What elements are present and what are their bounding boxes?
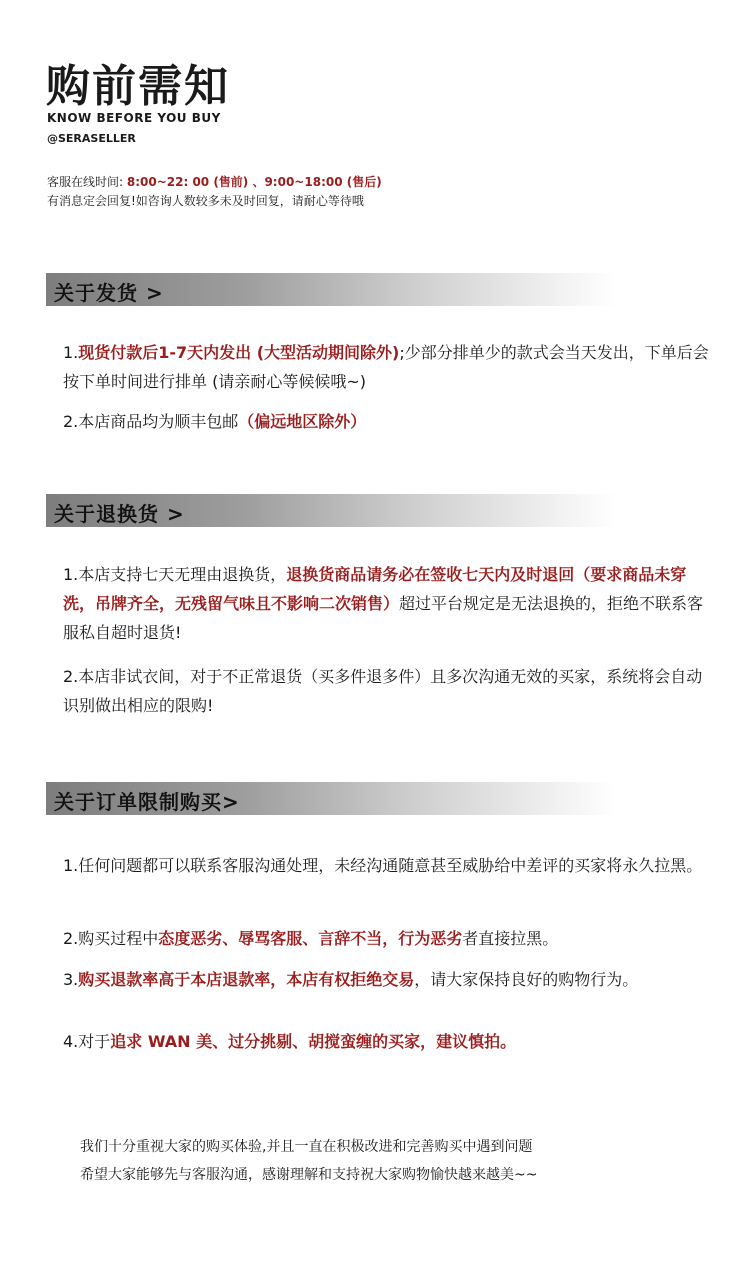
- service-hours: 8:00~22: 00 (售前) 、9:00~18:00 (售后): [126, 175, 382, 189]
- returns-item-1: [63, 560, 713, 647]
- item-highlight: 现货付款后1-7天内发出 (大型活动期间除外): [78, 343, 400, 362]
- item-rest: 超过平台规定是无法退换的，拒绝不联系客服私自超时退货!: [63, 594, 704, 642]
- orders-item-3: [63, 965, 713, 994]
- seller-handle: @SERASELLER: [47, 132, 136, 145]
- service-note: 有消息定会回复!如咨询人数较多未及时回复，请耐心等待哦: [47, 194, 364, 208]
- item-prefix: 4.对于: [63, 1032, 111, 1051]
- footer-line-1: 我们十分重视大家的购买体验,并且一直在积极改进和完善购买中遇到问题: [80, 1139, 533, 1155]
- section-returns-header: [46, 494, 616, 527]
- item-highlight: 退换货商品请务必在签收七天内及时退回（要求商品未穿洗，吊牌齐全，无残留气味且不影响二次销售）: [63, 565, 687, 613]
- shipping-item-2: [63, 407, 713, 436]
- section-shipping-title: 关于发货 >: [54, 281, 164, 305]
- item-prefix: 1.: [63, 343, 79, 362]
- item-highlight: 购买退款率高于本店退款率，本店有权拒绝交易: [78, 970, 415, 989]
- section-orders-title: 关于订单限制购买>: [54, 790, 240, 814]
- item-rest: ，请大家保持良好的购物行为。: [414, 970, 639, 989]
- section-orders-header: [46, 782, 616, 815]
- item-highlight: 态度恶劣、辱骂客服、言辞不当，行为恶劣: [158, 929, 463, 948]
- item-prefix: 3.: [63, 970, 79, 989]
- section-returns-title: 关于退换货 >: [54, 502, 185, 526]
- item-rest: ;少部分排单少的款式会当天发出，下单后会按下单时间进行排单 (请亲耐心等候候哦~): [63, 343, 709, 391]
- item-highlight: 追求 WAN 美、过分挑剔、胡搅蛮缠的买家，建议慎拍。: [110, 1032, 517, 1051]
- returns-item-2: [63, 662, 713, 720]
- item-prefix: 1.本店支持七天无理由退换货，: [63, 565, 287, 584]
- shipping-item-1: [63, 338, 713, 396]
- service-label: 客服在线时间:: [47, 175, 127, 189]
- page-subtitle: KNOW BEFORE YOU BUY: [47, 111, 221, 125]
- footer-note: [80, 1133, 537, 1189]
- orders-item-1: [63, 851, 713, 880]
- item-highlight: （偏远地区除外）: [238, 412, 367, 431]
- section-shipping-header: [46, 273, 616, 306]
- page-title: 购前需知: [46, 61, 230, 112]
- item-prefix: 1.任何问题都可以联系客服沟通处理，未经沟通随意甚至威胁给中差评的买家将永久拉黑。: [63, 856, 703, 875]
- item-prefix: 2.本店商品均为顺丰包邮: [63, 412, 239, 431]
- item-prefix: 2.购买过程中: [63, 929, 159, 948]
- footer-line-2: 希望大家能够先与客服沟通，感谢理解和支持祝大家购物愉快越来越美~~: [80, 1167, 538, 1183]
- item-prefix: 2.本店非试衣间，对于不正常退货（买多件退多件）且多次沟通无效的买家，系统将会自动识别做出相应的限购!: [63, 667, 703, 715]
- orders-item-4: [63, 1027, 713, 1056]
- item-rest: 者直接拉黑。: [462, 929, 559, 948]
- service-hours-line: [47, 173, 382, 192]
- service-info: [47, 173, 382, 211]
- orders-item-2: [63, 924, 713, 953]
